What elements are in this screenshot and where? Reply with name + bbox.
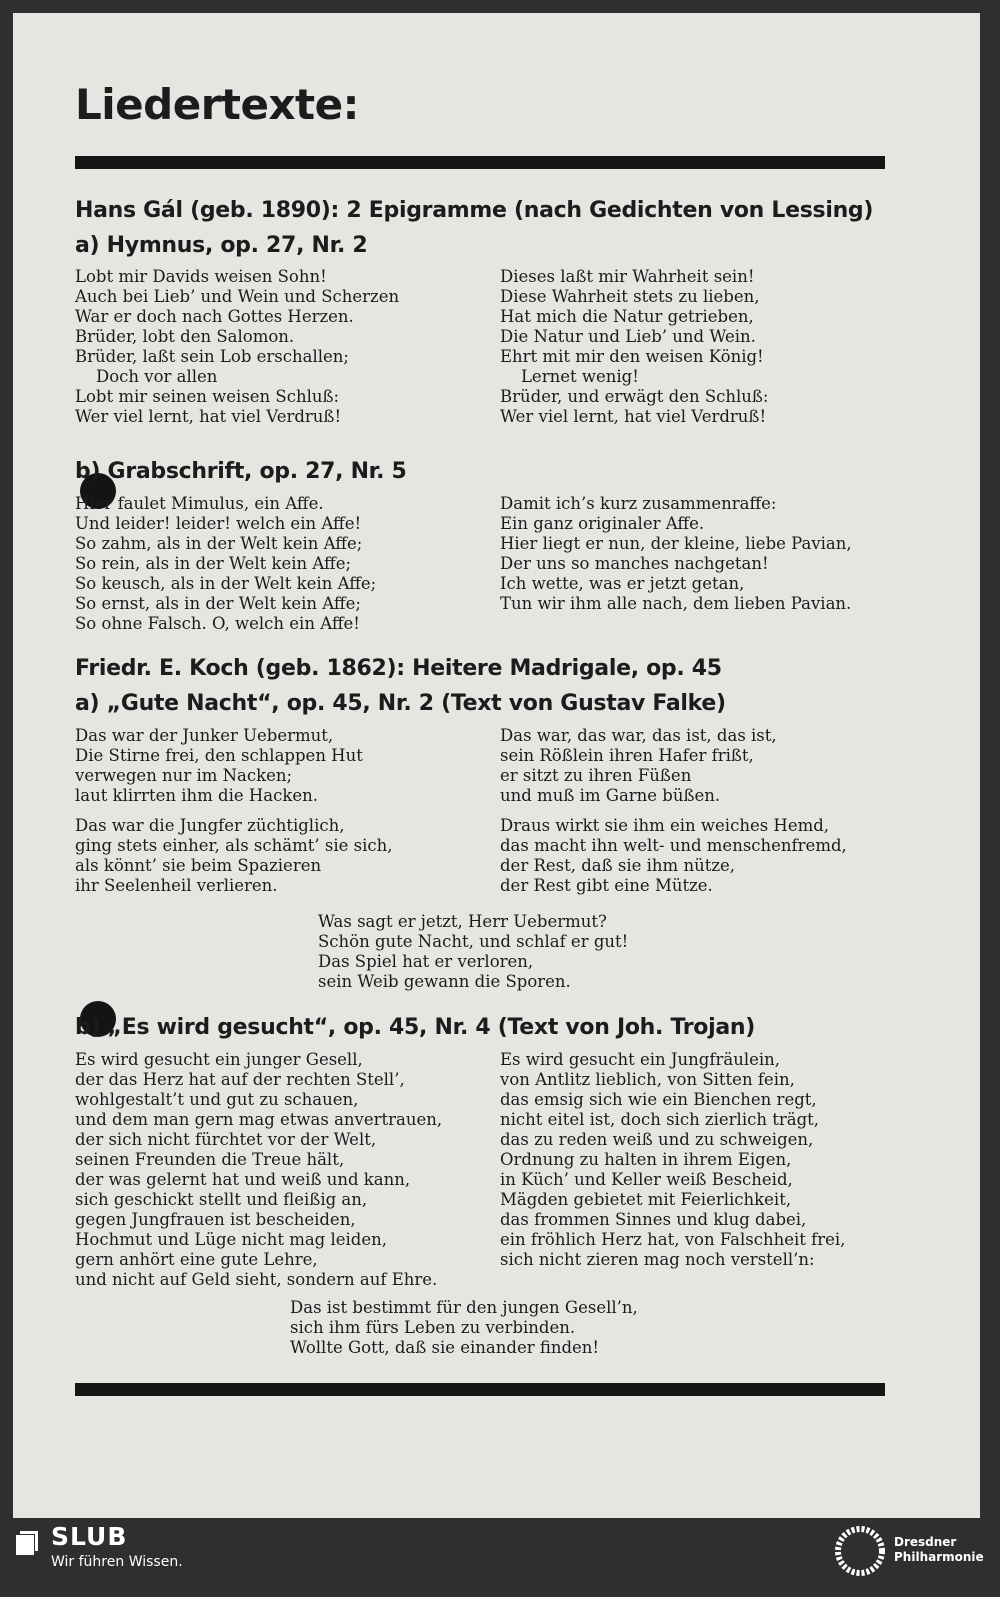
lyrics-gute-nacht-right-1: Das war, das war, das ist, das ist, sein Rößlein ihren Hafer frißt, er sitzt zu ihren Füßen und muß im Garne büßen. bbox=[500, 726, 777, 805]
section-heading-koch: Friedr. E. Koch (geb. 1862): Heitere Madrigale, op. 45 bbox=[75, 656, 722, 681]
lyrics-grabschrift-left: Hier faulet Mimulus, ein Affe. Und leider! leider! welch ein Affe! So zahm, als in der Welt kein Affe; So rein, als in der Welt kein Affe; So keusch, als in der Welt kein Affe; So ernst, als in der Welt kein Affe; So ohne Falsch. O, welch ein Affe! bbox=[75, 494, 377, 633]
bottom-divider bbox=[75, 1383, 885, 1396]
lyrics-gute-nacht-left-2: Das war die Jungfer züchtiglich, ging stets einher, als schämt’ sie sich, als könnt’ sie beim Spazieren ihr Seelenheil verlieren. bbox=[75, 816, 393, 895]
slub-tagline: Wir führen Wissen. bbox=[51, 1554, 183, 1570]
lyrics-hymnus-right: Dieses laßt mir Wahrheit sein! Diese Wahrheit stets zu lieben, Hat mich die Natur getrieben, Die Natur und Lieb’ und Wein. Ehrt mit mir den weisen König! Lernet wenig! Brüder, und erwägt den Schluß: Wer viel lernt, hat viel Verdruß! bbox=[500, 267, 769, 426]
slub-book-icon[interactable] bbox=[14, 1529, 40, 1557]
footer-bar bbox=[0, 1518, 1000, 1597]
song-heading-gute-nacht: a) „Gute Nacht“, op. 45, Nr. 2 (Text von Gustav Falke) bbox=[75, 691, 726, 716]
lyrics-gesucht-left: Es wird gesucht ein junger Gesell, der das Herz hat auf der rechten Stell’, wohlgestalt’t und gut zu schauen, und dem man gern mag etwas anvertrauen, der sich nicht fürchtet vor der Welt, seinen Freunden die Treue hält, der was gelernt hat und weiß und kann, sich geschickt stellt und fleißig an, gegen Jungfrauen ist bescheiden, Hochmut und Lüge nicht mag leiden, gern anhört eine gute Lehre, und nicht auf Geld sieht, sondern auf Ehre. bbox=[75, 1050, 443, 1289]
top-divider bbox=[75, 156, 885, 169]
dresdner-philharmonie-name: Dresdner Philharmonie bbox=[894, 1535, 984, 1564]
slub-logo-text[interactable]: SLUB bbox=[51, 1522, 128, 1551]
song-heading-grabschrift: b) Grabschrift, op. 27, Nr. 5 bbox=[75, 459, 407, 484]
lyrics-gesucht-right: Es wird gesucht ein Jungfräulein, von Antlitz lieblich, von Sitten fein, das emsig sich wie ein Bienchen regt, nicht eitel ist, doch sich zierlich trägt, das zu reden weiß und zu schweigen, Ordnung zu halten in ihrem Eigen, in Küch’ und Keller weiß Bescheid, Mägden gebietet mit Feierlichkeit, das frommen Sinnes und klug dabei, ein fröhlich Herz hat, von Falschheit frei, sich nicht zieren mag noch verstell’n: bbox=[500, 1050, 846, 1269]
section-heading-gal: Hans Gál (geb. 1890): 2 Epigramme (nach Gedichten von Lessing) bbox=[75, 198, 874, 223]
song-heading-hymnus: a) Hymnus, op. 27, Nr. 2 bbox=[75, 233, 368, 258]
dresdner-philharmonie-logo-icon[interactable] bbox=[834, 1525, 886, 1577]
lyrics-gute-nacht-right-2: Draus wirkt sie ihm ein weiches Hemd, das macht ihn welt- und menschenfremd, der Rest, daß sie ihm nütze, der Rest gibt eine Mütze. bbox=[500, 816, 847, 895]
lyrics-gute-nacht-center: Was sagt er jetzt, Herr Uebermut? Schön gute Nacht, und schlaf er gut! Das Spiel hat er verloren, sein Weib gewann die Sporen. bbox=[318, 912, 629, 991]
song-heading-es-wird-gesucht: b) „Es wird gesucht“, op. 45, Nr. 4 (Text von Joh. Trojan) bbox=[75, 1015, 756, 1040]
lyrics-gute-nacht-left-1: Das war der Junker Uebermut, Die Stirne frei, den schlappen Hut verwegen nur im Nacken; laut klirrten ihm die Hacken. bbox=[75, 726, 363, 805]
page-title: Liedertexte: bbox=[75, 80, 359, 129]
lyrics-grabschrift-right: Damit ich’s kurz zusammenraffe: Ein ganz originaler Affe. Hier liegt er nun, der kleine, liebe Pavian, Der uns so manches nachgetan! Ich wette, was er jetzt getan, Tun wir ihm alle nach, dem lieben Pavian. bbox=[500, 494, 852, 613]
lyrics-hymnus-left: Lobt mir Davids weisen Sohn! Auch bei Lieb’ und Wein und Scherzen War er doch nach Gottes Herzen. Brüder, lobt den Salomon. Brüder, laßt sein Lob erschallen; Doch vor allen Lobt mir seinen weisen Schluß: Wer viel lernt, hat viel Verdruß! bbox=[75, 267, 400, 426]
lyrics-gesucht-center: Das ist bestimmt für den jungen Gesell’n, sich ihm fürs Leben zu verbinden. Wollte Gott, daß sie einander finden! bbox=[290, 1298, 638, 1357]
